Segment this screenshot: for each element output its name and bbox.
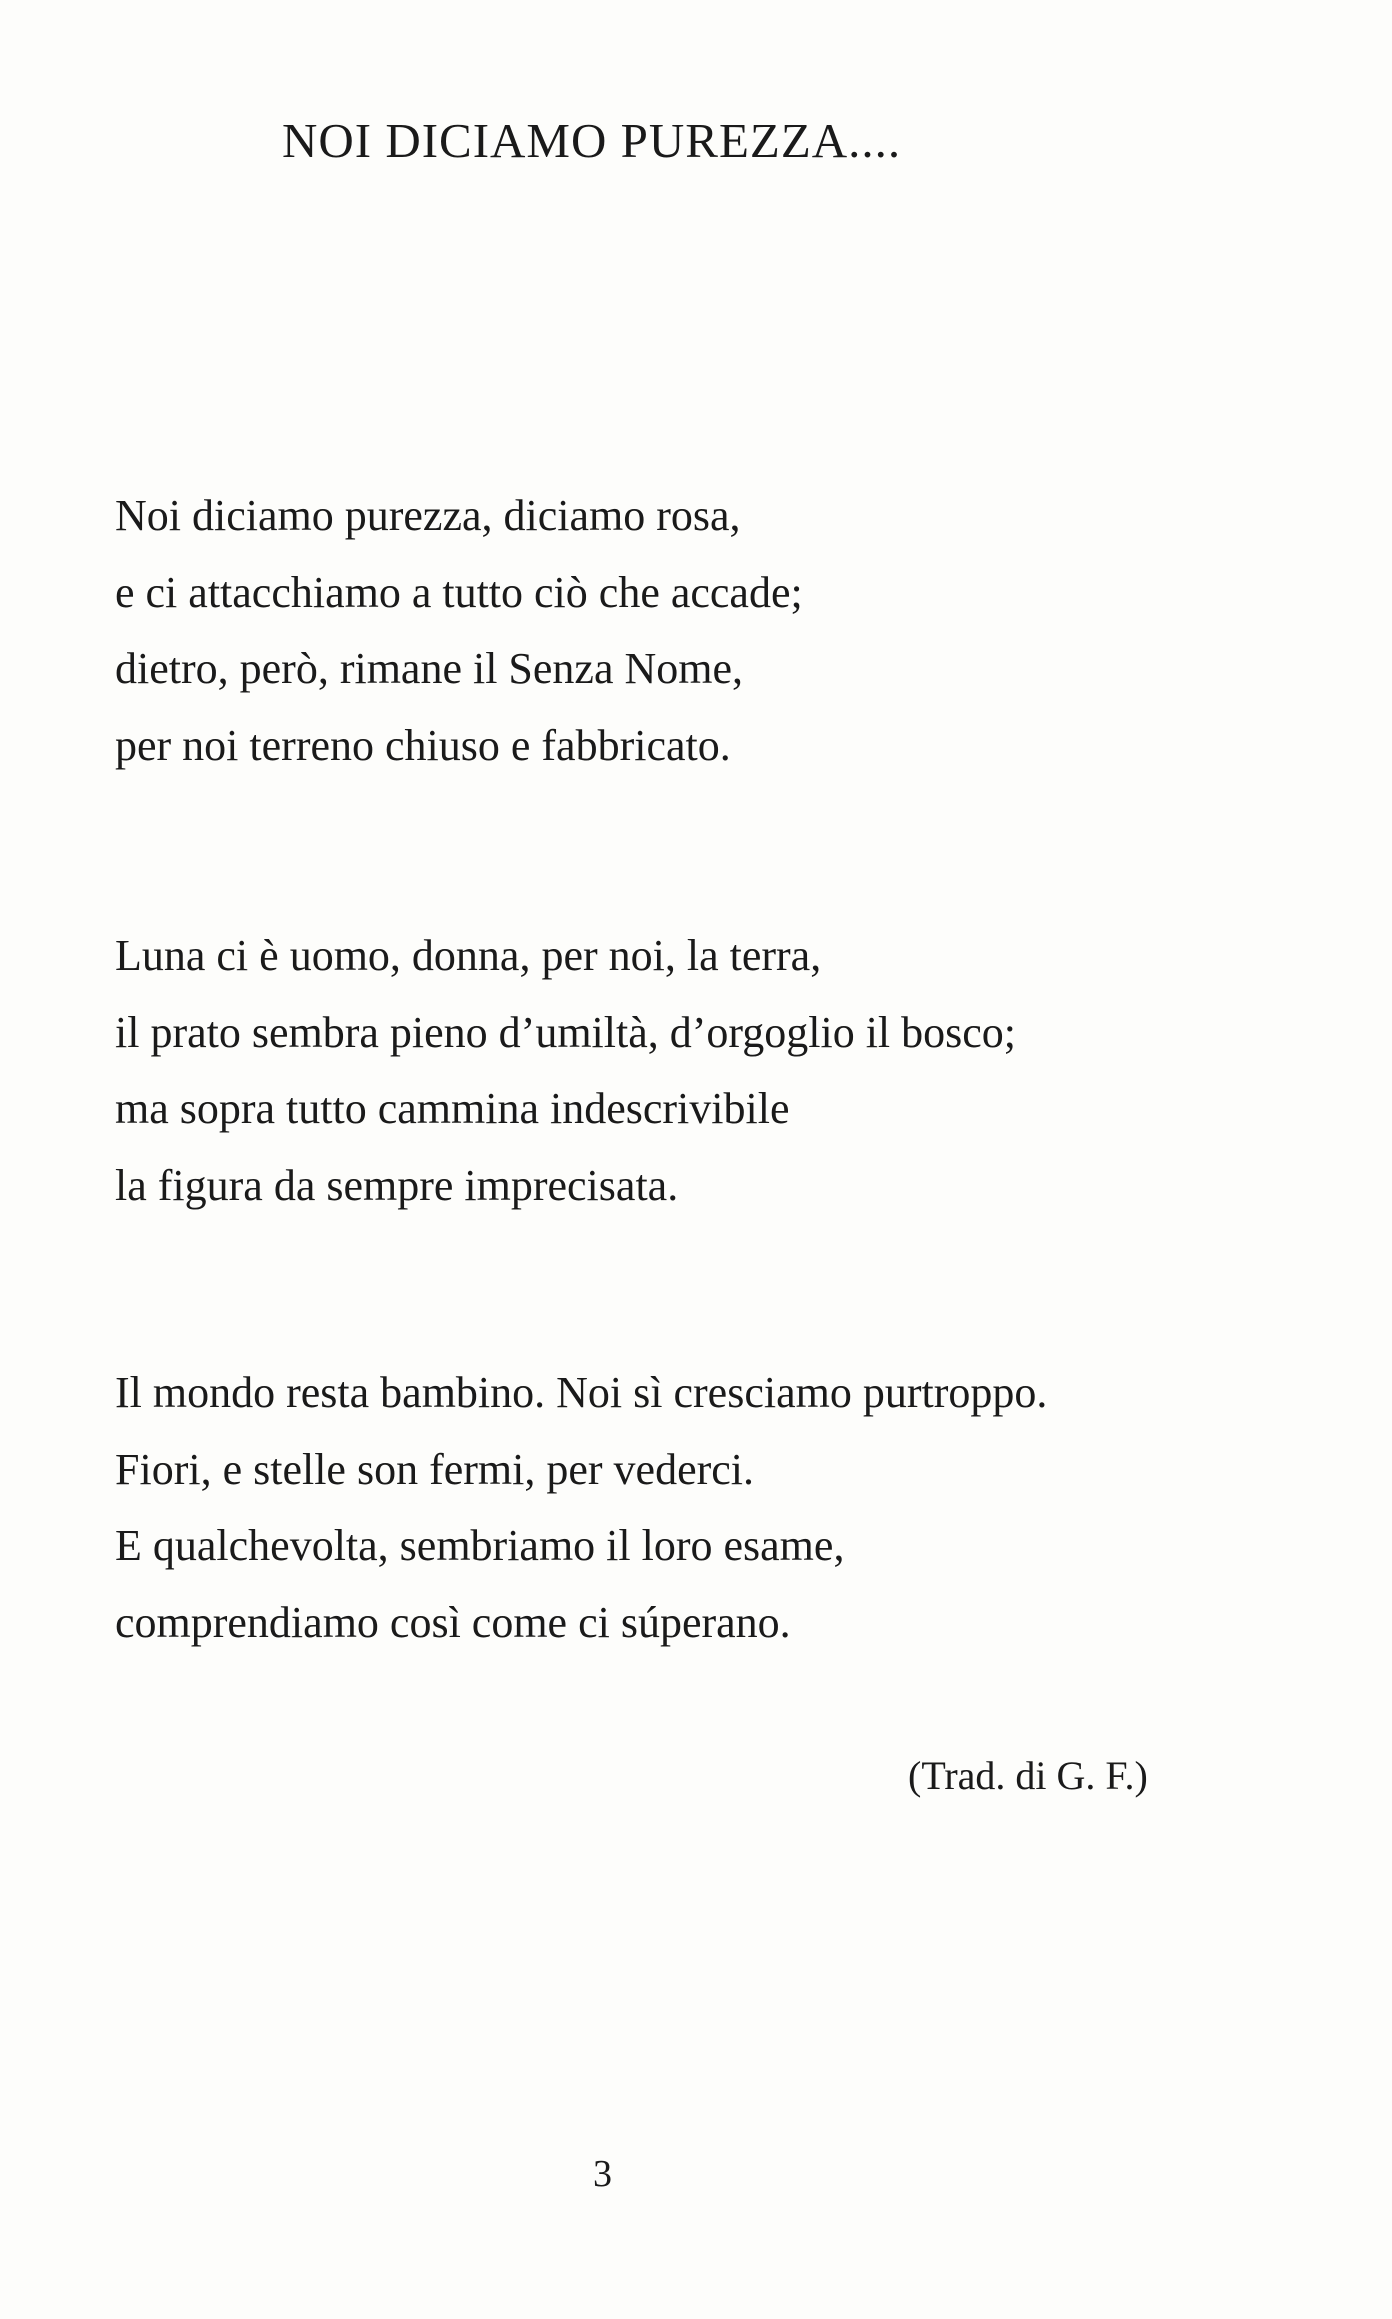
- poem-line: ma sopra tutto cammina indescrivibile: [115, 1084, 790, 1133]
- stanza-2: [115, 918, 1016, 1224]
- poem-title: NOI DICIAMO PUREZZA....: [282, 113, 902, 168]
- poem-line: comprendiamo così come ci súperano.: [115, 1597, 791, 1647]
- poem-line: Noi diciamo purezza, diciamo rosa,: [115, 491, 741, 540]
- poem-line: la figura da sempre imprecisata.: [115, 1160, 679, 1210]
- translation-credit: (Trad. di G. F.): [908, 1753, 1148, 1798]
- stanza-3: [115, 1355, 1047, 1661]
- poem-line: dietro, però, rimane il Senza Nome,: [115, 644, 744, 693]
- page-number: 3: [593, 2153, 612, 2195]
- poem-line: per noi terreno chiuso e fabbricato.: [115, 720, 731, 770]
- poem-line: e ci attacchiamo a tutto ciò che accade;: [115, 567, 803, 617]
- poem-line: E qualchevolta, sembriamo il loro esame,: [115, 1521, 845, 1570]
- stanza-1: [115, 478, 803, 784]
- poem-line: il prato sembra pieno d’umiltà, d’orgoglio il bosco;: [115, 1007, 1017, 1057]
- poem-line: Fiori, e stelle son fermi, per vederci.: [115, 1444, 755, 1494]
- poem-line: Il mondo resta bambino. Noi sì cresciamo purtroppo.: [115, 1368, 1048, 1417]
- poem-line: Luna ci è uomo, donna, per noi, la terra,: [115, 931, 822, 980]
